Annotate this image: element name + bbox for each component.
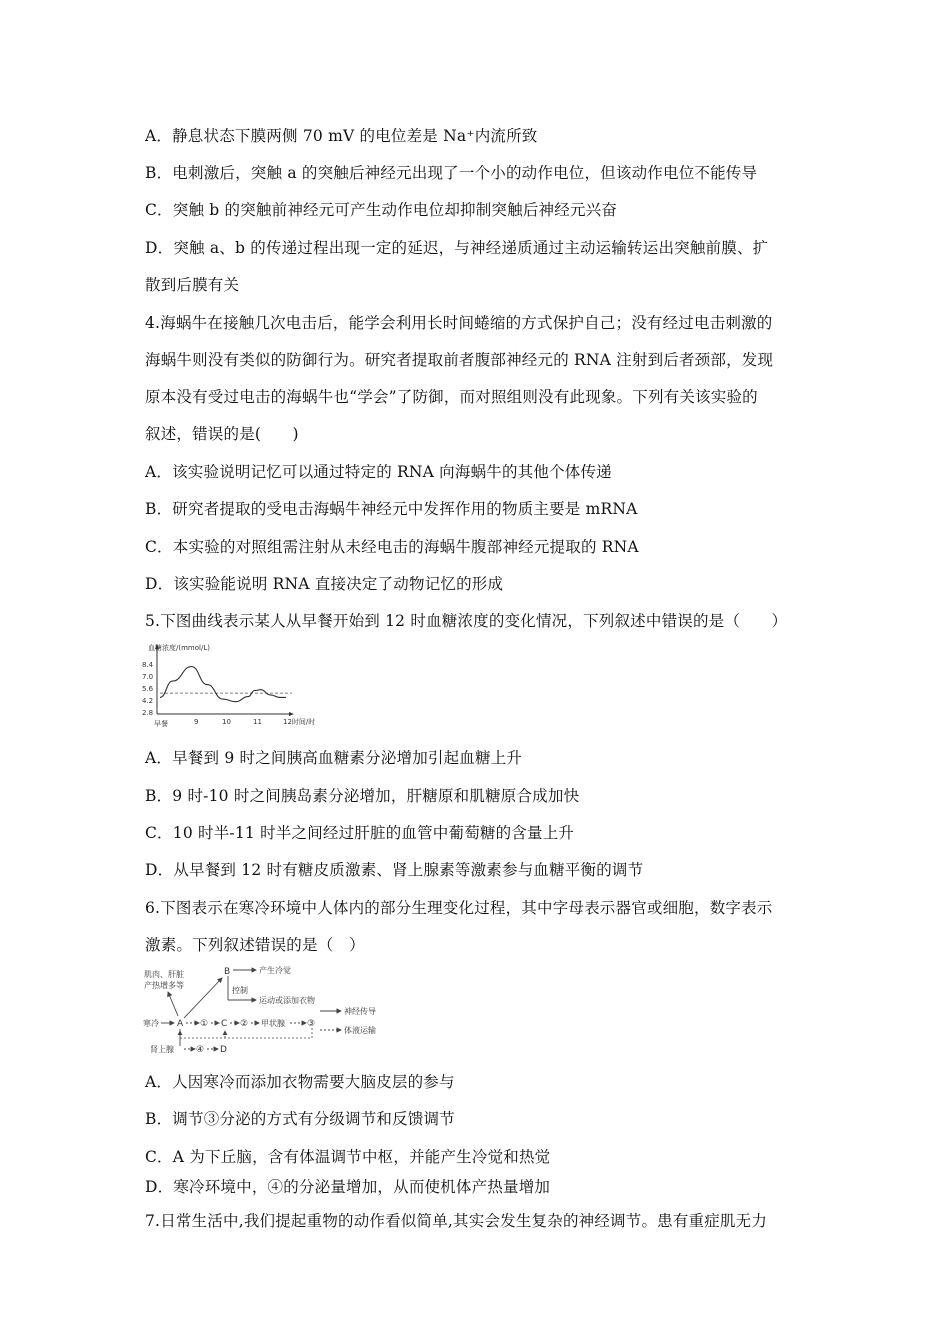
q6-option-d: D．寒冷环境中，④的分泌量增加，从而使机体产热量增加 (145, 1178, 551, 1196)
q5-option-c: C．10 时半-11 时半之间经过肝脏的血管中葡萄糖的含量上升 (145, 824, 575, 842)
hormone-1: ① (200, 1019, 209, 1029)
thermoregulation-diagram (140, 960, 400, 1060)
q5-option-d: D．从早餐到 12 时有糖皮质激素、肾上腺素等激素参与血糖平衡的调节 (145, 861, 644, 879)
q4-stem-line1: 4.海蜗牛在接触几次电击后，能学会利用长时间蜷缩的方式保护自己；没有经过电击刺激的 (145, 314, 773, 332)
chart-xtick: 10 (222, 718, 231, 726)
adrenal-label: 肾上腺 (150, 1045, 174, 1054)
q4-stem-line2: 海蜗牛则没有类似的防御行为。研究者提取前者腹部神经元的 RNA 注射到后者颈部，发现 (145, 351, 774, 369)
thyroid-label: 甲状腺 (261, 1019, 285, 1028)
q3-option-a: A．静息状态下膜两侧 70 mV 的电位差是 Na⁺内流所致 (145, 127, 538, 145)
q4-stem-line3: 原本没有受过电击的海蜗牛也“学会”了防御，而对照组则没有此现象。下列有关该实验的 (145, 388, 758, 406)
chart-xtick: 9 (194, 718, 199, 726)
q5-option-a: A．早餐到 9 时之间胰高血糖素分泌增加引起血糖上升 (145, 749, 523, 767)
blood-glucose-chart (140, 640, 330, 732)
legend-fluid: 体液运输 (344, 1026, 376, 1035)
hormone-4: ④ (196, 1045, 205, 1055)
q4-option-d: D．该实验能说明 RNA 直接决定了动物记忆的形成 (145, 575, 504, 593)
chart-ytick: 4.2 (142, 697, 154, 705)
chart-xtick: 早餐 (154, 720, 168, 728)
hormone-3: ③ (307, 1019, 316, 1029)
chart-ytick: 8.4 (142, 661, 154, 669)
control-label: 控制 (232, 986, 248, 995)
chart-ytick: 2.8 (142, 709, 154, 717)
q3-option-d-line1: D．突触 a、b 的传递过程出现一定的延迟，与神经递质通过主动运输转运出突触前膜、扩 (145, 239, 769, 257)
chart-ylabel: 血糖浓度/(mmol/L) (148, 644, 210, 652)
q6-stem-line2: 激素。下列叙述错误的是（ ） (145, 936, 365, 954)
cold-sensation-label: 产生冷觉 (259, 966, 291, 975)
chart-ytick: 7.0 (142, 673, 154, 681)
q5-stem: 5.下图曲线表示某人从早餐开始到 12 时血糖浓度的变化情况，下列叙述中错误的是（ ） (145, 612, 788, 630)
muscle-liver-label: 肌肉、肝脏 (144, 970, 184, 979)
hormone-2: ② (240, 1019, 249, 1029)
node-a: A (177, 1019, 184, 1029)
clothing-label: 运动或添加衣物 (259, 996, 315, 1005)
heat-increase-label: 产热增多等 (144, 981, 184, 990)
chart-xtick: 12时间/时 (283, 718, 316, 726)
q4-stem-line4: 叙述，错误的是( ) (145, 425, 299, 443)
q6-option-b: B．调节③分泌的方式有分级调节和反馈调节 (145, 1110, 455, 1128)
chart-series-line (160, 667, 286, 702)
node-c: C (221, 1019, 228, 1029)
q6-option-a: A．人因寒冷而添加衣物需要大脑皮层的参与 (145, 1073, 455, 1091)
chart-xtick: 11 (253, 718, 262, 726)
cold-label: 寒冷 (143, 1019, 159, 1028)
q4-option-b: B．研究者提取的受电击海蜗牛神经元中发挥作用的物质主要是 mRNA (145, 500, 638, 518)
q6-option-c: C．A 为下丘脑，含有体温调节中枢，并能产生冷觉和热觉 (145, 1148, 551, 1166)
q3-option-c: C．突触 b 的突触前神经元可产生动作电位却抑制突触后神经元兴奋 (145, 201, 618, 219)
chart-ytick: 5.6 (142, 685, 154, 693)
q6-stem-line1: 6.下图表示在寒冷环境中人体内的部分生理变化过程，其中字母表示器官或细胞，数字表示 (145, 899, 773, 917)
q5-option-b: B．9 时-10 时之间胰岛素分泌增加，肝糖原和肌糖原合成加快 (145, 787, 580, 805)
q3-option-b: B．电刺激后，突触 a 的突触后神经元出现了一个小的动作电位，但该动作电位不能传导 (145, 164, 758, 182)
node-b: B (224, 967, 231, 977)
node-d: D (220, 1045, 227, 1055)
q4-option-a: A．该实验说明记忆可以通过特定的 RNA 向海蜗牛的其他个体传递 (145, 463, 612, 481)
q4-option-c: C．本实验的对照组需注射从未经电击的海蜗牛腹部神经元提取的 RNA (145, 538, 639, 556)
q3-option-d-line2: 散到后膜有关 (145, 276, 240, 294)
q7-stem-line1: 7.日常生活中,我们提起重物的动作看似简单,其实会发生复杂的神经调节。患有重症肌无力 (145, 1212, 768, 1230)
legend-nerve: 神经传导 (344, 1007, 376, 1016)
